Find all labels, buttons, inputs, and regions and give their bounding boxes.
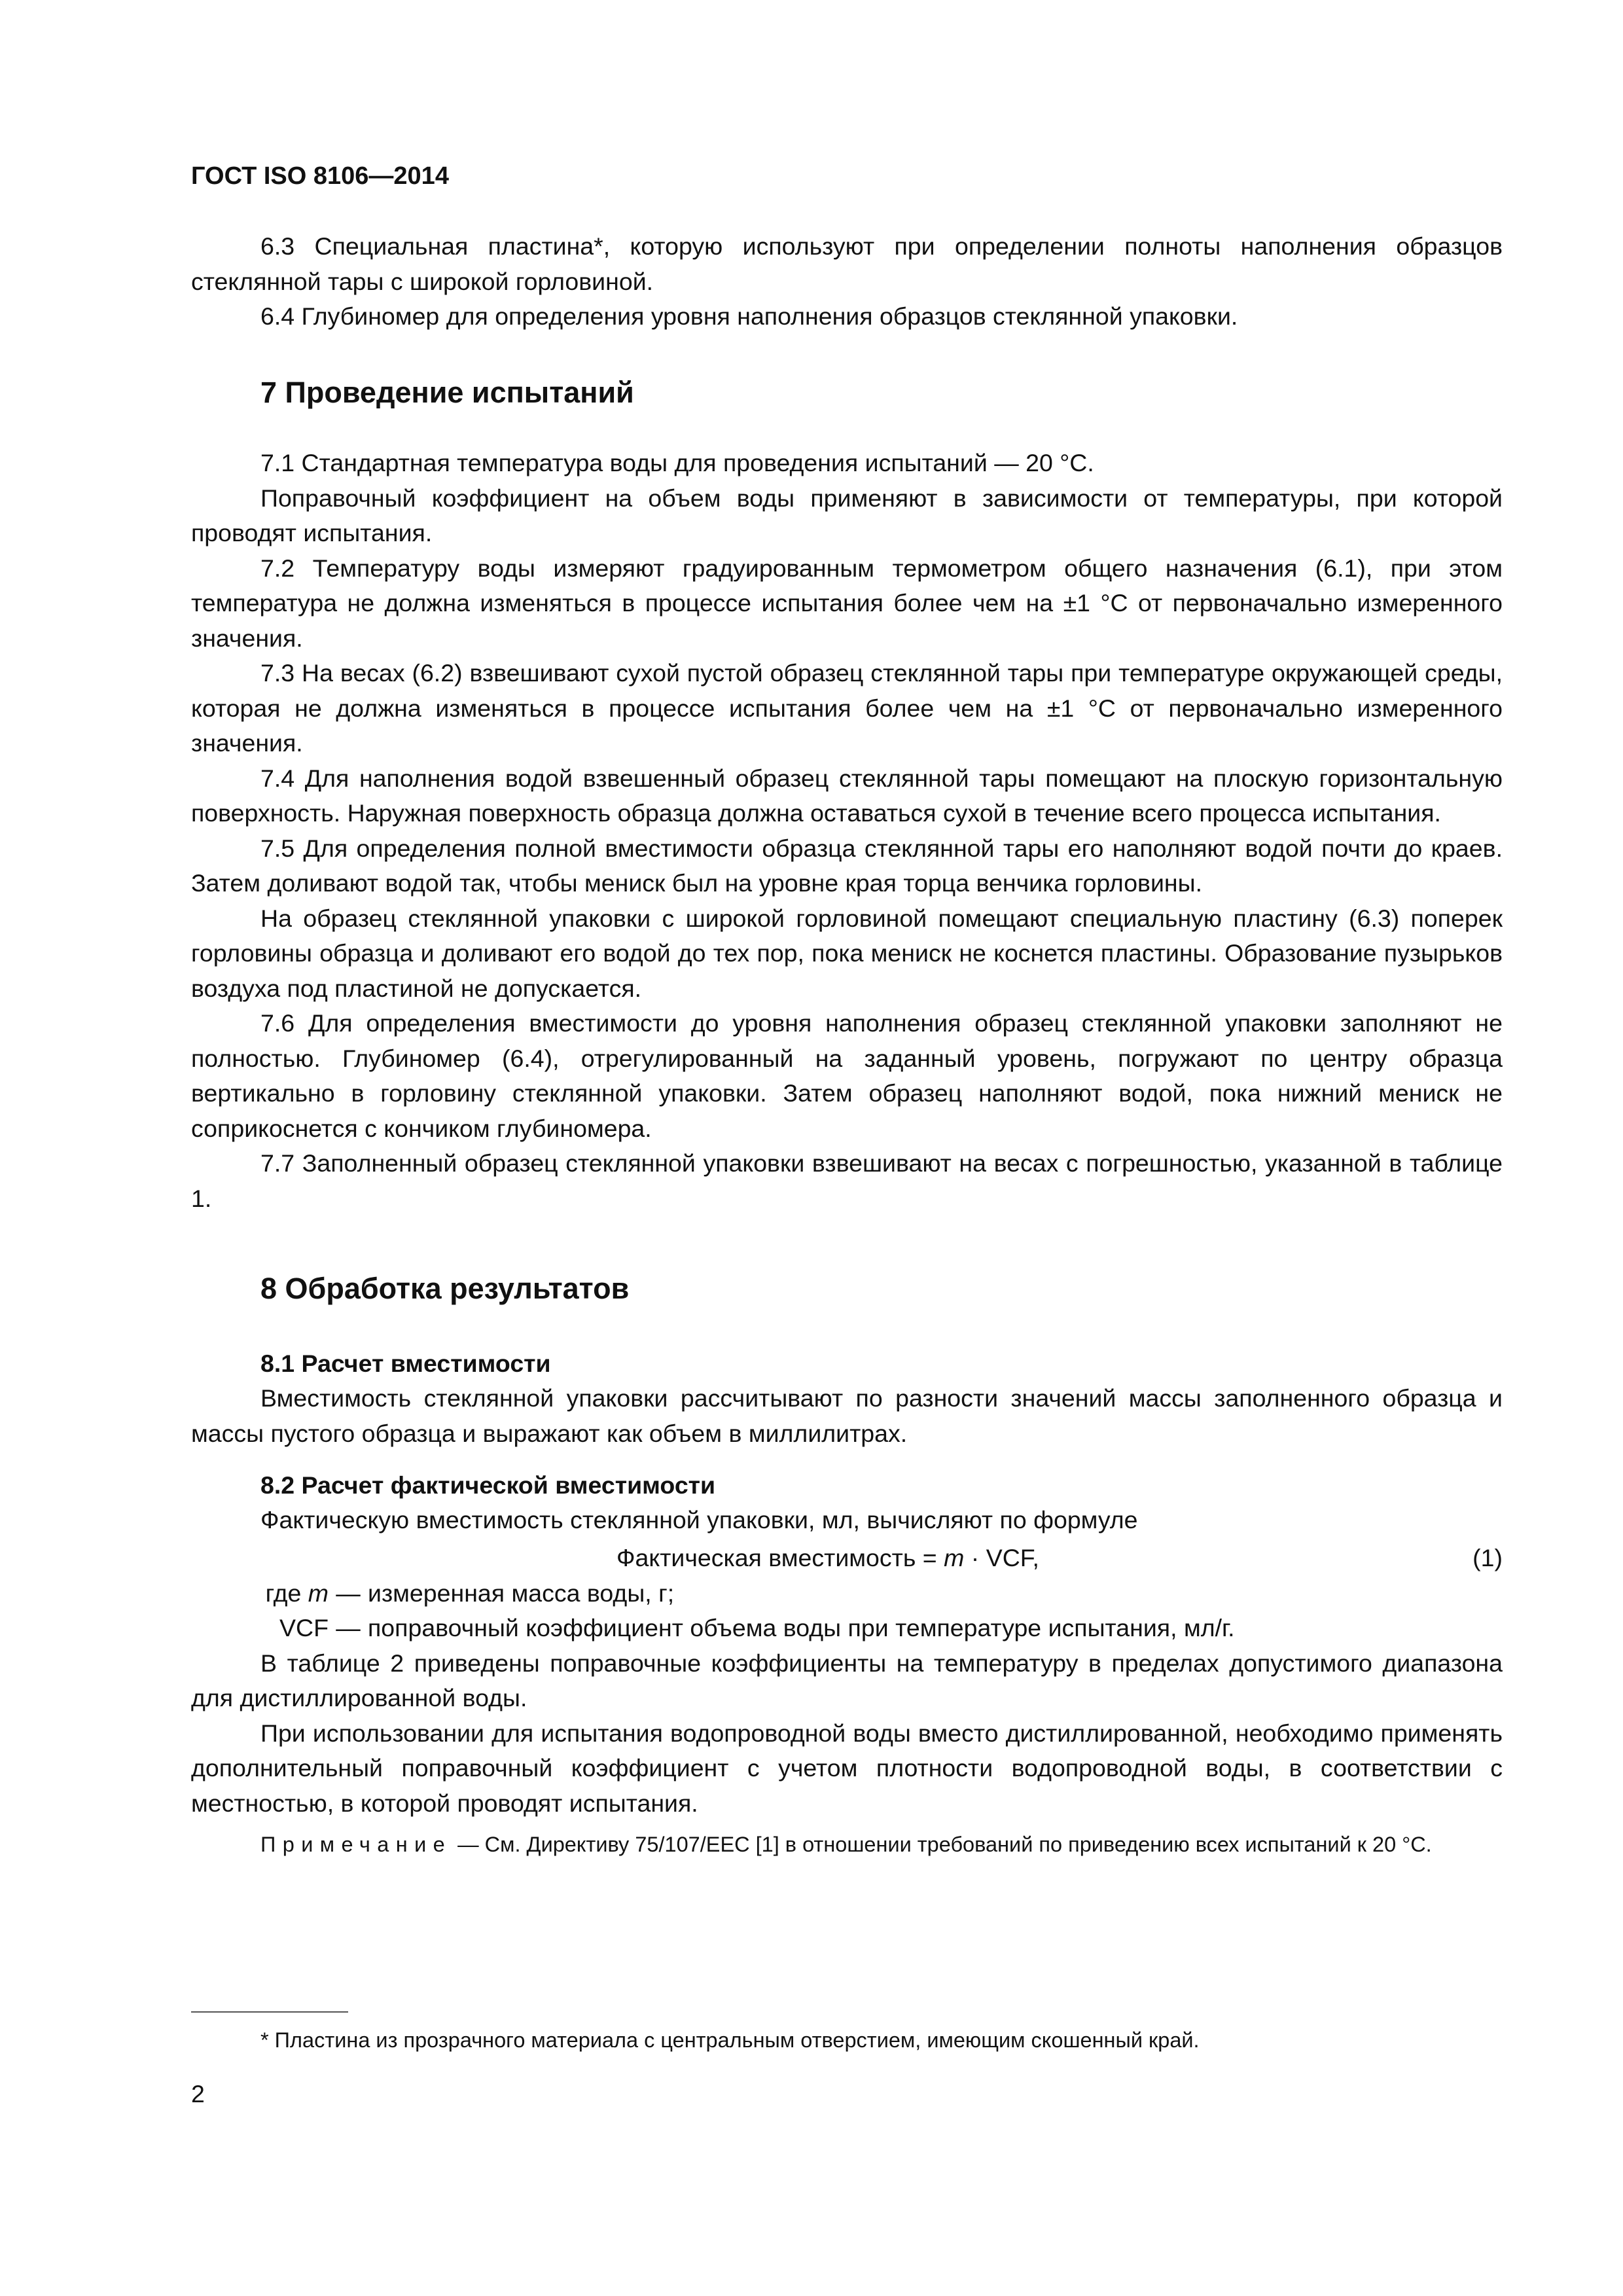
- section-7-body: [191, 446, 1503, 1216]
- definition-row: [191, 1611, 1503, 1646]
- paragraph-wide-neck: На образец стеклянной упаковки с широкой горловиной помещают специальную пластину (6.3) поперек горловины образца и доливают его водой до тех пор, пока мениск не коснется пластины. Образование пузырьков воздуха под пластиной не допускается.: [191, 904, 1503, 1002]
- where-label: где: [265, 1579, 302, 1607]
- definition-symbol: VCF: [279, 1614, 329, 1641]
- formula-rhs: · VCF,: [964, 1543, 1039, 1571]
- clause-7-5: 7.5 Для определения полной вместимости образца стеклянной тары его наполняют водой почти до краев. Затем доливают водой так, чтобы мениск был на уровне края торца венчика горловины.: [191, 834, 1503, 897]
- formula-intro: Фактическую вместимость стеклянной упаковки, мл, вычисляют по формуле: [260, 1506, 1138, 1534]
- formula-lhs: Фактическая вместимость =: [616, 1543, 944, 1571]
- formula-number: (1): [1472, 1543, 1503, 1571]
- clause-7-3: 7.3 На весах (6.2) взвешивают сухой пустой образец стеклянной тары при температуре окружающей среды, которая не должна изменяться в процессе испытания более чем на ±1 °C от первоначально измеренного значения.: [191, 659, 1503, 757]
- formula-var-m: m: [944, 1543, 965, 1571]
- clause-6-4: 6.4 Глубиномер для определения уровня наполнения образцов стеклянной упаковки.: [260, 302, 1238, 330]
- definition-dash: —: [336, 1579, 361, 1607]
- definition-row: [191, 1576, 1503, 1611]
- clause-7-6: 7.6 Для определения вместимости до уровня наполнения образец стеклянной упаковки заполняют не полностью. Глубиномер (6.4), отрегулированный на заданный уровень, погружают по центру образца вертикально в горловину стеклянной упаковки. Затем образец наполняют водой, пока нижний мениск не соприкоснется с кончиком глубиномера.: [191, 1009, 1503, 1142]
- subsection-8-1-text: Вместимость стеклянной упаковки рассчитывают по разности значений массы заполненного образца и массы пустого образца и выражают как объем в миллилитрах.: [191, 1384, 1503, 1447]
- definition-text: поправочный коэффициент объема воды при температуре испытания, мл/г.: [368, 1614, 1235, 1641]
- formula-definitions: [191, 1576, 1503, 1646]
- clause-6-3: 6.3 Специальная пластина*, которую используют при определении полноты наполнения образцов стеклянной тары с широкой горловиной.: [191, 232, 1503, 295]
- formula-1: [191, 1541, 1503, 1576]
- definition-dash: —: [336, 1614, 361, 1641]
- subsection-8-2: [191, 1469, 1503, 1861]
- note: [191, 1829, 1503, 1861]
- subsection-8-2-title: 8.2 Расчет фактической вместимости: [260, 1471, 716, 1499]
- clause-7-4: 7.4 Для наполнения водой взвешенный образец стеклянной тары помещают на плоскую горизонтальную поверхность. Наружная поверхность образца должна оставаться сухой в течение всего процесса испытания.: [191, 764, 1503, 827]
- definition-symbol: [191, 1576, 329, 1611]
- formula-expression: [616, 1541, 1039, 1576]
- page-number: 2: [191, 2080, 205, 2108]
- footnote-separator: [191, 2011, 348, 2013]
- definition-text: измеренная масса воды, г;: [368, 1579, 675, 1607]
- note-label: Примечание: [260, 1833, 452, 1856]
- clause-7-2: 7.2 Температуру воды измеряют градуированным термометром общего назначения (6.1), при этом температура не должна изменяться в процессе испытания более чем на ±1 °C от первоначально измеренного значения.: [191, 554, 1503, 652]
- clause-7-1: 7.1 Стандартная температура воды для проведения испытаний — 20 °C.: [260, 449, 1094, 476]
- table2-reference: В таблице 2 приведены поправочные коэффициенты на температуру в пределах допустимого диапазона для дистиллированной воды.: [191, 1649, 1503, 1712]
- note-text: — См. Директиву 75/107/ЕЕС [1] в отношении требований по приведению всех испытаний к 20 °C.: [452, 1833, 1432, 1856]
- subsection-8-1-title: 8.1 Расчет вместимости: [260, 1350, 551, 1377]
- symbol-m: m: [308, 1579, 329, 1607]
- section-8-title: 8 Обработка результатов: [260, 1272, 630, 1305]
- section-7-title: 7 Проведение испытаний: [260, 376, 634, 409]
- footnote: * Пластина из прозрачного материала с центральным отверстием, имеющим скошенный край.: [260, 2028, 1200, 2052]
- paragraph-correction: Поправочный коэффициент на объем воды применяют в зависимости от температуры, при которой проводят испытания.: [191, 484, 1503, 547]
- subclauses-6: [191, 229, 1503, 334]
- section-8: [191, 1270, 1503, 1307]
- section-7: [191, 374, 1503, 411]
- clause-7-7: 7.7 Заполненный образец стеклянной упаковки взвешивают на весах с погрешностью, указанной в таблице 1.: [191, 1149, 1503, 1212]
- document-header: ГОСТ ISO 8106—2014: [191, 162, 449, 190]
- tap-water-paragraph: При использовании для испытания водопроводной воды вместо дистиллированной, необходимо применять дополнительный поправочный коэффициент с учетом плотности водопроводной воды, в соответствии с местностью, в которой проводят испытания.: [191, 1719, 1503, 1817]
- subsection-8-1: [191, 1347, 1503, 1451]
